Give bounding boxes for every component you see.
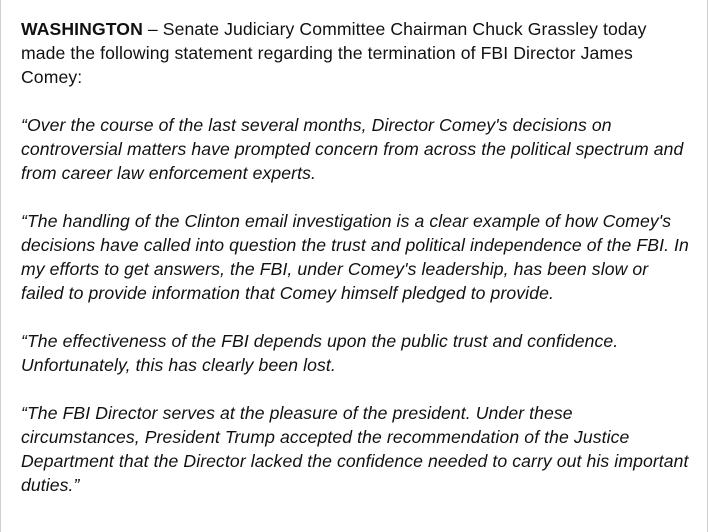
quote-paragraph-1: “Over the course of the last several months, Director Comey's decisions on controversial matters have prompted concern from across the political spectrum and from career law enforcement experts. [21,115,684,183]
quote-paragraph-3: “The effectiveness of the FBI depends upon the public trust and confidence. Unfortunately, this has clearly been lost. [21,331,619,375]
intro-paragraph [21,17,693,89]
quote-paragraph-2: “The handling of the Clinton email investigation is a clear example of how Comey's decisions have called into question the trust and political independence of the FBI. In my efforts to get answers, the FBI, under Comey's leadership, has been slow or failed to provide information that Comey himself pledged to provide. [21,211,689,303]
intro-text: – Senate Judiciary Committee Chairman Chuck Grassley today made the following statement regarding the termination of FBI Director James Comey: [21,19,647,87]
quote-paragraph-4: “The FBI Director serves at the pleasure of the president. Under these circumstances, President Trump accepted the recommendation of the Justice Department that the Director lacked the confidence needed to carry out his important duties.” [21,403,689,495]
dateline: WASHINGTON [21,19,143,39]
